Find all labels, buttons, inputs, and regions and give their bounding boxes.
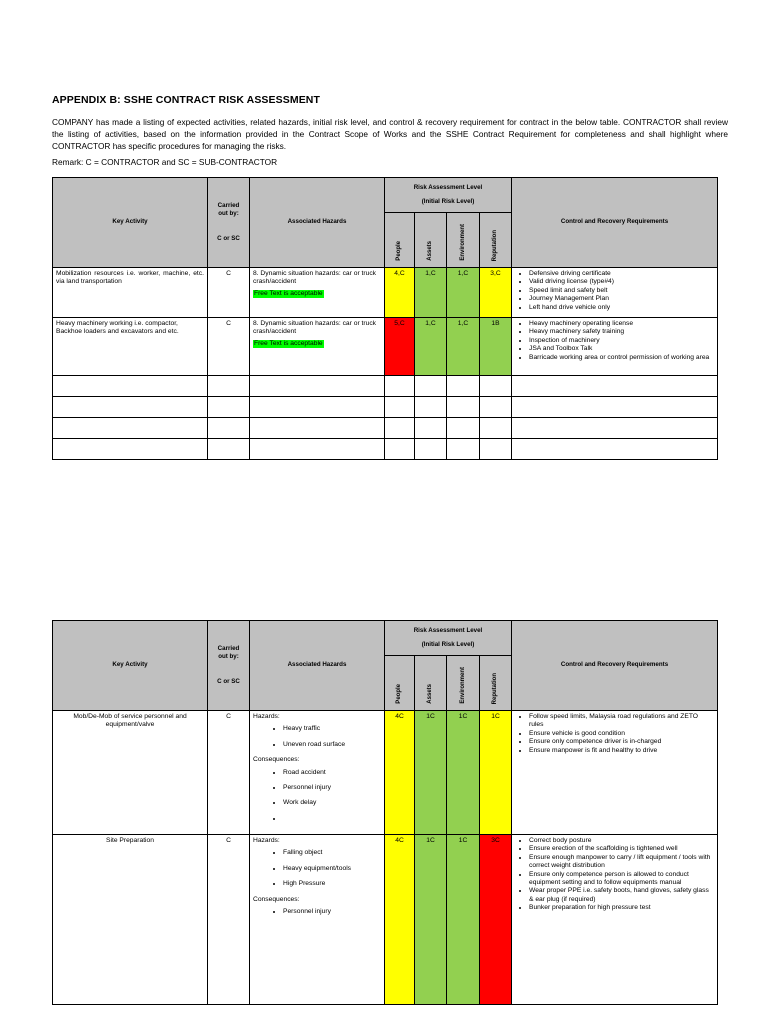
free-text-note: Free Text is acceptable [254, 289, 323, 297]
table-row [53, 268, 718, 318]
empty-row [53, 376, 718, 397]
carried-by-label-1: Carried [217, 201, 240, 209]
control-item: • Bunker preparation for high pressure test [529, 904, 714, 912]
col-header-people: People [385, 656, 415, 711]
control-item: • Follow speed limits, Malaysia road regulations and ZETO rules [529, 713, 714, 730]
carried-by-cell: C [208, 268, 250, 318]
risk-environment-cell: 1C [447, 835, 480, 1005]
control-item: • JSA and Toolbox Talk [529, 345, 714, 353]
col-header-hazards: Associated Hazards [250, 621, 385, 711]
hazard-cell [250, 318, 385, 376]
controls-cell [512, 835, 718, 1005]
empty-row [53, 397, 718, 418]
risk-environment-cell: 1,C [447, 318, 480, 376]
col-header-carried-by [208, 621, 250, 711]
activity-cell: Mobilization resources i.e. worker, machine, etc. via land transportation [53, 268, 208, 318]
col-header-people: People [385, 213, 415, 268]
risk-level-label: Risk Assessment Level [413, 626, 483, 634]
carried-by-label-3: C or SC [217, 234, 240, 242]
hazard-item: • Uneven road surface [283, 741, 381, 749]
col-header-reputation: Reputation [480, 213, 512, 268]
control-item: • Barricade working area or control permission of working area [529, 354, 714, 362]
col-header-reputation: Reputation [480, 656, 512, 711]
table-row [53, 318, 718, 376]
risk-assets-cell: 1C [415, 835, 447, 1005]
control-item: • Left hand drive vehicle only [529, 304, 714, 312]
hazards-label: Hazards: [253, 713, 280, 720]
hazards-label: Hazards: [253, 837, 280, 844]
control-item: • Heavy machinery safety training [529, 328, 714, 336]
control-item: • Speed limit and safety belt [529, 287, 714, 295]
risk-reputation-cell: 3,C [480, 268, 512, 318]
table-row [53, 835, 718, 1005]
col-header-key-activity: Key Activity [53, 178, 208, 268]
carried-by-label-1: Carried [217, 644, 240, 652]
risk-environment-cell: 1,C [447, 268, 480, 318]
controls-cell [512, 268, 718, 318]
remark-text: Remark: C = CONTRACTOR and SC = SUB-CONTRACTOR [52, 157, 278, 167]
col-header-control: Control and Recovery Requirements [512, 621, 718, 711]
hazard-item: • Falling object [283, 849, 381, 857]
col-header-assets: Assets [415, 213, 447, 268]
consequence-item: • Personnel injury [283, 908, 381, 916]
activity-cell: Heavy machinery working i.e. compactor, Backhoe loaders and excavators and etc. [53, 318, 208, 376]
risk-level-label: Risk Assessment Level [413, 183, 483, 191]
control-item: • Inspection of machinery [529, 337, 714, 345]
empty-row [53, 439, 718, 460]
intro-paragraph: COMPANY has made a listing of expected activities, related hazards, initial risk level, and control & recovery requirement for contract in the below table. CONTRACTOR shall review the listing of activities, based on the information provided in the Contract Scope of Works and the SSHE Contract Requirement for completeness and shall highlight where CONTRACTOR has specific procedures for managing the risks. [52, 117, 728, 151]
control-item: • Heavy machinery operating license [529, 320, 714, 328]
control-item: • Ensure manpower is fit and healthy to drive [529, 747, 714, 755]
risk-people-cell: 4C [385, 835, 415, 1005]
risk-people-cell: 4,C [385, 268, 415, 318]
carried-by-cell: C [208, 835, 250, 1005]
initial-risk-label: (Initial Risk Level) [421, 641, 475, 648]
control-item: • Journey Management Plan [529, 295, 714, 303]
control-item: • Valid driving license (type#4) [529, 278, 714, 286]
consequences-label: Consequences: [253, 895, 300, 903]
hazard-cell [250, 711, 385, 835]
controls-cell [512, 318, 718, 376]
risk-environment-cell: 1C [447, 711, 480, 835]
control-item: • Wear proper PPE i.e. safety boots, hand gloves, safety glass & ear plug (if required) [529, 887, 714, 904]
consequences-label: Consequences: [253, 756, 300, 764]
col-header-control: Control and Recovery Requirements [512, 178, 718, 268]
activity-cell: Site Preparation [53, 835, 208, 1005]
consequence-item: • Road accident [283, 769, 381, 777]
risk-table-1 [52, 177, 718, 460]
col-header-environment: Environment [447, 656, 480, 711]
col-header-risk-level [385, 621, 512, 656]
initial-risk-label: (Initial Risk Level) [421, 198, 475, 205]
control-item: • Ensure only competence driver is in-charged [529, 738, 714, 746]
risk-assets-cell: 1C [415, 711, 447, 835]
header-row-1 [53, 178, 718, 213]
control-item: • Ensure vehicle is good condition [529, 730, 714, 738]
col-header-assets: Assets [415, 656, 447, 711]
carried-by-label-3: C or SC [217, 677, 240, 685]
risk-table-2 [52, 620, 718, 1005]
carried-by-label-2: out by: [218, 653, 239, 661]
hazard-text: 8. Dynamic situation hazards: car or truck crash/accident [253, 320, 377, 336]
risk-assets-cell: 1,C [415, 318, 447, 376]
col-header-hazards: Associated Hazards [250, 178, 385, 268]
control-item: • Ensure erection of the scaffolding is tightened well [529, 845, 714, 853]
hazard-text: 8. Dynamic situation hazards: car or truck crash/accident [253, 270, 377, 286]
risk-reputation-cell: 1C [480, 711, 512, 835]
risk-assets-cell: 1,C [415, 268, 447, 318]
risk-people-cell: 4C [385, 711, 415, 835]
carried-by-cell: C [208, 711, 250, 835]
control-item: • Ensure only competence person is allowed to conduct equipment setting and to follow equipments manual [529, 871, 714, 888]
carried-by-label-2: out by: [218, 210, 239, 218]
hazard-item: • Heavy equipment/tools [283, 865, 381, 873]
col-header-key-activity: Key Activity [53, 621, 208, 711]
consequence-item: • Work delay [283, 799, 381, 807]
consequence-item: • Personnel injury [283, 784, 381, 792]
control-item: • Correct body posture [529, 837, 714, 845]
header-row-1 [53, 621, 718, 656]
hazard-item: • High Pressure [283, 880, 381, 888]
controls-cell [512, 711, 718, 835]
empty-row [53, 418, 718, 439]
control-item: • Defensive driving certificate [529, 270, 714, 278]
hazard-cell [250, 835, 385, 1005]
free-text-note: Free Text is acceptable [254, 339, 323, 347]
risk-reputation-cell: 3C [480, 835, 512, 1005]
risk-reputation-cell: 1B [480, 318, 512, 376]
carried-by-cell: C [208, 318, 250, 376]
risk-people-cell: 5,C [385, 318, 415, 376]
page-heading: APPENDIX B: SSHE CONTRACT RISK ASSESSMENT [52, 94, 320, 106]
hazard-item: • Heavy traffic [283, 725, 381, 733]
col-header-environment: Environment [447, 213, 480, 268]
hazard-cell [250, 268, 385, 318]
consequence-item [283, 815, 381, 823]
col-header-risk-level [385, 178, 512, 213]
col-header-carried-by [208, 178, 250, 268]
control-item: • Ensure enough manpower to carry / lift equipment / tools with correct weight distribution [529, 854, 714, 871]
activity-cell: Mob/De-Mob of service personnel and equipment/valve [53, 711, 208, 835]
table-row [53, 711, 718, 835]
